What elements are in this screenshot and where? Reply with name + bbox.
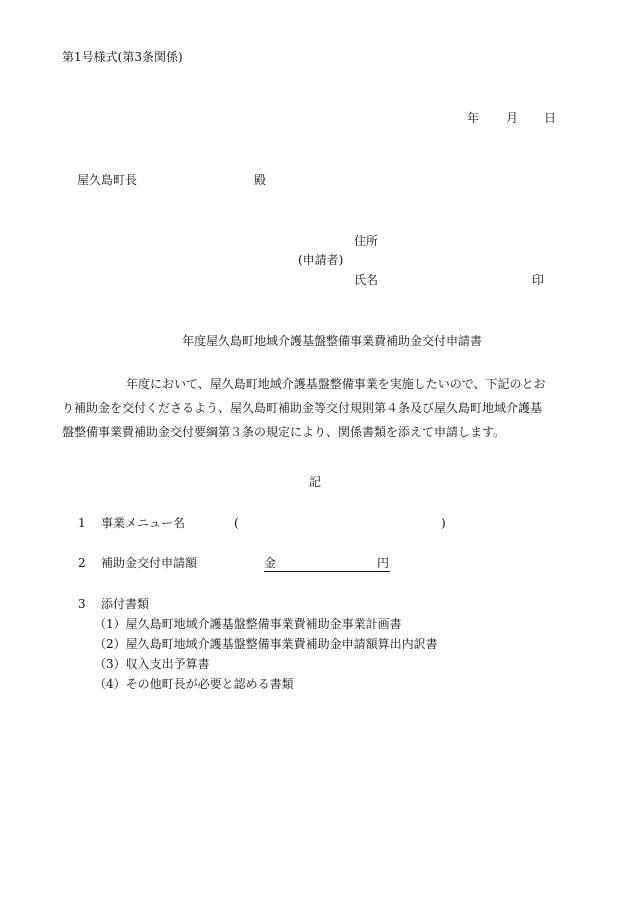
attachment-item: （4）その他町長が必要と認める書類 bbox=[94, 677, 294, 691]
applicant-address-label: 住所 bbox=[354, 234, 379, 248]
addressee-name: 屋久島町長 bbox=[77, 173, 138, 187]
applicant-role-label: (申請者) bbox=[298, 253, 344, 267]
attachment-item: （2）屋久島町地域介護基盤整備事業費補助金申請額算出内訳書 bbox=[94, 637, 438, 651]
form-number: 第1号様式(第3条関係) bbox=[62, 50, 183, 64]
item2-number: 2 bbox=[78, 556, 86, 570]
item3-label: 添付書類 bbox=[101, 597, 150, 611]
date-day-label: 日 bbox=[544, 111, 557, 125]
body-line: 年度において、屋久島町地域介護基盤整備事業を実施したいので、下記のとお bbox=[126, 377, 546, 391]
body-paragraph bbox=[62, 372, 570, 444]
body-line: 盤整備事業費補助金交付要綱第３条の規定により、関係書類を添えて申請します。 bbox=[62, 425, 506, 439]
attachment-item: （1）屋久島町地域介護基盤整備事業費補助金事業計画書 bbox=[94, 617, 402, 631]
ki-label: 記 bbox=[309, 475, 322, 489]
attachment-item: （3）収入支出予算書 bbox=[94, 657, 210, 671]
body-line: り補助金を交付くださるよう、屋久島町補助金等交付規則第４条及び屋久島町地域介護基 bbox=[62, 401, 543, 415]
document-title: 年度屋久島町地域介護基盤整備事業費補助金交付申請書 bbox=[182, 334, 483, 348]
applicant-name-label: 氏名 bbox=[354, 273, 379, 287]
item3-number: 3 bbox=[78, 597, 86, 611]
item2-amount-prefix: 金 bbox=[264, 556, 277, 570]
item2-label: 補助金交付申請額 bbox=[101, 556, 198, 570]
item1-label: 事業メニュー名 bbox=[101, 516, 186, 530]
item2-amount-suffix: 円 bbox=[377, 556, 390, 570]
amount-underline bbox=[264, 571, 390, 572]
item1-number: 1 bbox=[78, 516, 86, 530]
addressee-honorific: 殿 bbox=[254, 173, 267, 187]
item1-close-paren: ) bbox=[441, 516, 446, 530]
date-month-label: 月 bbox=[506, 111, 519, 125]
date-year-label: 年 bbox=[467, 111, 480, 125]
seal-label: 印 bbox=[532, 273, 545, 287]
item1-open-paren: ( bbox=[234, 516, 239, 530]
